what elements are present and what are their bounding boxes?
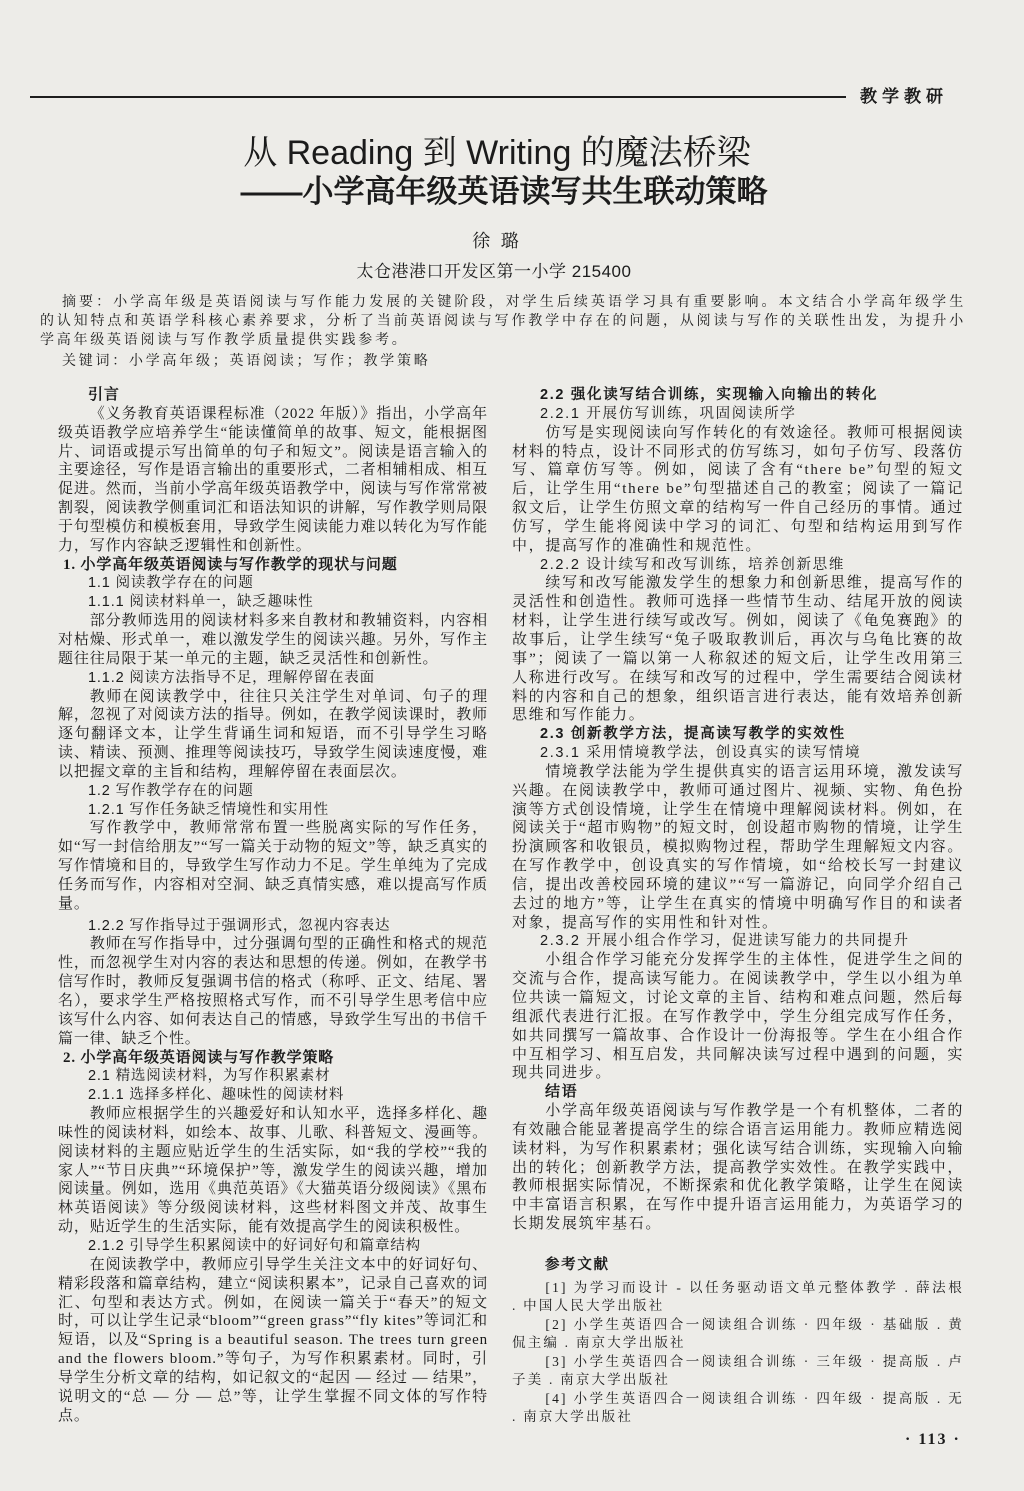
conclusion-paragraph: 小学高年级英语阅读与写作教学是一个有机整体，二者的有效融合能显著提高学生的综合语言运用能力。教师应精选阅读材料，为写作积累素材；强化读写结合训练，实现输入向输出的转化；创新教学方法，提高教学实效性。在教学实践中，教师根据实际情况，不断探索和优化教学策略，让学生在阅读中丰富语言积累，在写作中提升语言运用能力，为英语学习的长期发展筑牢基石。 — [512, 1103, 964, 1233]
keywords-text: 小学高年级；英语阅读；写作；教学策略 — [129, 354, 431, 369]
section-2-2-1-heading: 2.2.1 开展仿写训练，巩固阅读所学 — [540, 405, 797, 422]
right-column — [512, 386, 964, 1427]
abstract-label: 摘要： — [62, 295, 114, 310]
author-affiliation: 太仓港港口开发区第一小学 215400 — [356, 262, 632, 281]
section-2-3-1-heading: 2.3.1 采用情境教学法，创设真实的读写情境 — [540, 745, 862, 762]
section-1-2-heading: 1.2 写作教学存在的问题 — [88, 782, 254, 799]
section-2-2-2-paragraph: 续写和改写能激发学生的想象力和创新思维，提高写作的灵活性和创造性。教师可选择一些情节生动、结尾开放的阅读材料，让学生进行续写或改写。例如，阅读了《龟兔赛跑》的故事后，让学生续写“兔子吸取教训后，再次与乌龟比赛的故事”；阅读了一篇以第一人称叙述的短文后，让学生改用第三人称进行改写。在续写和改写的过程中，学生需要结合阅读材料的内容和自己的想象，组织语言进行表达，能有效培养创新思维和写作能力。 — [512, 575, 964, 724]
reference-item: [3] 小学生英语四合一阅读组合训练 · 三年级 · 提高版 . 卢子美 . 南京大学出版社 — [512, 1353, 964, 1388]
keywords-label: 关键词： — [62, 354, 129, 369]
intro-paragraph: 《义务教育英语课程标准（2022 年版）》指出，小学高年级英语教学应培养学生“能读懂简单的故事、短文，能根据图片、词语或提示写出简单的句子和短文”。阅读是语言输入的主要途径，写作是语言输出的重要形式，二者相辅相成、相互促进。然而，当前小学高年级英语教学中，阅读与写作常常被割裂，阅读教学侧重词汇和语法知识的讲解，写作教学则局限于句型模仿和模板套用，导致学生阅读能力难以转化为写作能力，写作内容缺乏逻辑性和创新性。 — [58, 405, 488, 554]
abstract-text: 小学高年级是英语阅读与写作能力发展的关键阶段，对学生后续英语学习具有重要影响。本文结合小学高年级学生的认知特点和英语学科核心素养要求，分析了当前英语阅读与写作教学中存在的问题，从阅读与写作的关联性出发，为提升小学高年级英语阅读与写作教学质量提供实践参考。 — [40, 295, 966, 348]
section-2-2-heading: 2.2 强化读写结合训练，实现输入向输出的转化 — [540, 387, 879, 403]
references-title: 参考文献 — [545, 1256, 610, 1273]
references — [512, 1254, 964, 1427]
section-1-1-2-heading: 1.1.2 阅读方法指导不足，理解停留在表面 — [88, 669, 375, 686]
left-column — [58, 386, 488, 1425]
section-2-heading: 2. 小学高年级英语阅读与写作教学策略 — [63, 1049, 335, 1066]
abstract — [40, 293, 966, 350]
article-title: 从 Reading 到 Writing 的魔法桥梁 — [243, 134, 751, 172]
author-name: 徐 璐 — [472, 231, 522, 251]
keywords — [62, 352, 962, 371]
section-1-2-2-heading: 1.2.2 写作指导过于强调形式，忽视内容表达 — [88, 917, 391, 934]
reference-item: [4] 小学生英语四合一阅读组合训练 · 四年级 · 提高版 . 无 . 南京大学出版社 — [512, 1390, 964, 1425]
section-2-1-2-heading: 2.1.2 引导学生积累阅读中的好词好句和篇章结构 — [88, 1237, 422, 1254]
section-2-3-2-paragraph: 小组合作学习能充分发挥学生的主体性，促进学生之间的交流与合作，提高读写能力。在阅读教学中，学生以小组为单位共读一篇短文，讨论文章的主旨、结构和难点问题，然后每组派代表进行汇报。在写作教学中，学生分组完成写作任务，如共同撰写一篇故事、合作设计一份海报等。学生在小组合作中互相学习、相互启发，共同解决读写过程中遇到的问题，实现共同进步。 — [512, 952, 964, 1082]
section-2-3-2-heading: 2.3.2 开展小组合作学习，促进读写能力的共同提升 — [540, 933, 910, 950]
reference-item: [2] 小学生英语四合一阅读组合训练 · 四年级 · 基础版 . 黄侃主编 . 南京大学出版社 — [512, 1316, 964, 1351]
section-2-2-2-heading: 2.2.2 设计续写和改写训练，培养创新思维 — [540, 556, 846, 573]
section-2-1-1-heading: 2.1.1 选择多样化、趣味性的阅读材料 — [88, 1087, 345, 1104]
section-2-3-heading: 2.3 创新教学方法，提高读写教学的实效性 — [540, 726, 846, 743]
section-1-2-2-paragraph: 教师在写作指导中，过分强调句型的正确性和格式的规范性，而忽视学生对内容的表达和思想的传递。例如，在教学书信写作时，教师反复强调书信的格式（称呼、正文、结尾、署名），要求学生严格按照格式写作，而不引导学生思考信中应该写什么内容、如何表达自己的情感，导致学生写出的书信千篇一律、缺乏个性。 — [58, 936, 488, 1047]
section-2-1-heading: 2.1 精选阅读材料，为写作积累素材 — [88, 1068, 331, 1085]
section-1-heading: 1. 小学高年级英语阅读与写作教学的现状与问题 — [63, 556, 398, 573]
section-1-1-1-paragraph: 部分教师选用的阅读材料多来自教材和教辅资料，内容相对枯燥、形式单一，难以激发学生的阅读兴趣。另外，写作主题往往局限于某一单元的主题，缺乏灵活性和创新性。 — [58, 613, 488, 667]
section-2-3-1-paragraph: 情境教学法能为学生提供真实的语言运用环境，激发读写兴趣。在阅读教学中，教师可通过图片、视频、实物、角色扮演等方式创设情境，让学生在情境中理解阅读材料。例如，在阅读关于“超市购物”的短文时，创设超市购物的情境，让学生扮演顾客和收银员，模拟购物过程，帮助学生理解短文内容。在写作教学中，创设真实的写作情境，如“给校长写一封建议信，提出改善校园环境的建议”“写一篇游记，向同学介绍自己去过的地方”等，让学生在真实的情境中明确写作目的和读者对象，提高写作的实用性和针对性。 — [512, 763, 964, 931]
conclusion-heading: 结语 — [545, 1084, 579, 1101]
section-2-2-1-paragraph: 仿写是实现阅读向写作转化的有效途径。教师可根据阅读材料的特点，设计不同形式的仿写练习，如句子仿写、段落仿写、篇章仿写等。例如，阅读了含有“there be”句型的短文后，让学生用“there be”句型描述自己的教室；阅读了一篇记叙文后，让学生仿照文章的结构写一件自己经历的事情。通过仿写，学生能将阅读中学习的词汇、句型和结构运用到写作中，提高写作的准确性和规范性。 — [512, 424, 964, 554]
journal-section-tag: 教学教研 — [860, 87, 948, 106]
section-1-1-2-paragraph: 教师在阅读教学中，往往只关注学生对单词、句子的理解，忽视了对阅读方法的指导。例如，在教学阅读课时，教师逐句翻译文本，让学生背诵生词和短语，而不引导学生习略读、精读、预测、推理等阅读技巧，导致学生阅读速度慢，难以把握文章的主旨和结构，理解停留在表面层次。 — [58, 688, 488, 780]
section-2-1-1-paragraph: 教师应根据学生的兴趣爱好和认知水平，选择多样化、趣味性的阅读材料，如绘本、故事、儿歌、科普短文、漫画等。阅读材料的主题应贴近学生的生活实际，如“我的学校”“我的家人”“节日庆典”“环境保护”等，激发学生的阅读兴趣，增加阅读量。例如，选用《典范英语》《大猫英语分级阅读》《黑布林英语阅读》等分级阅读材料，这些材料图文并茂、故事生动，贴近学生的生活实际，能有效提高学生的阅读积极性。 — [58, 1106, 488, 1236]
section-1-1-heading: 1.1 阅读教学存在的问题 — [88, 575, 254, 592]
section-1-1-1-heading: 1.1.1 阅读材料单一，缺乏趣味性 — [88, 594, 314, 611]
reference-item: [1] 为学习而设计 - 以任务驱动语文单元整体教学 . 薛法根 . 中国人民大学出版社 — [512, 1279, 964, 1314]
section-1-2-1-paragraph: 写作教学中，教师常常布置一些脱离实际的写作任务，如“写一封信给朋友”“写一篇关于动物的短文”等，缺乏真实的写作情境和目的，导致学生写作动力不足。学生单纯为了完成任务而写作，内容相对空洞、缺乏真情实感，难以提高写作质量。 — [58, 820, 488, 912]
article-subtitle: ——小学高年级英语读写共生联动策略 — [240, 174, 768, 209]
header-rule — [30, 96, 846, 98]
intro-heading: 引言 — [88, 387, 120, 403]
section-1-2-1-heading: 1.2.1 写作任务缺乏情境性和实用性 — [88, 801, 329, 818]
section-2-1-2-paragraph: 在阅读教学中，教师应引导学生关注文本中的好词好句、精彩段落和篇章结构，建立“阅读积累本”，记录自己喜欢的词汇、句型和表达方式。例如，在阅读一篇关于“春天”的短文时，可以让学生记录“bloom”“green grass”“fly kites”等词汇和短语，以及“Spring is a beautiful season. The trees turn green and the flowers bloom.”等句子，为写作积累素材。同时，引导学生分析文章的结构，如记叙文的“起因 — 经过 — 结果”，说明文的“总 — 分 — 总”等，让学生掌握不同文体的写作特点。 — [58, 1256, 488, 1424]
page-number: · 113 · — [905, 1431, 961, 1448]
